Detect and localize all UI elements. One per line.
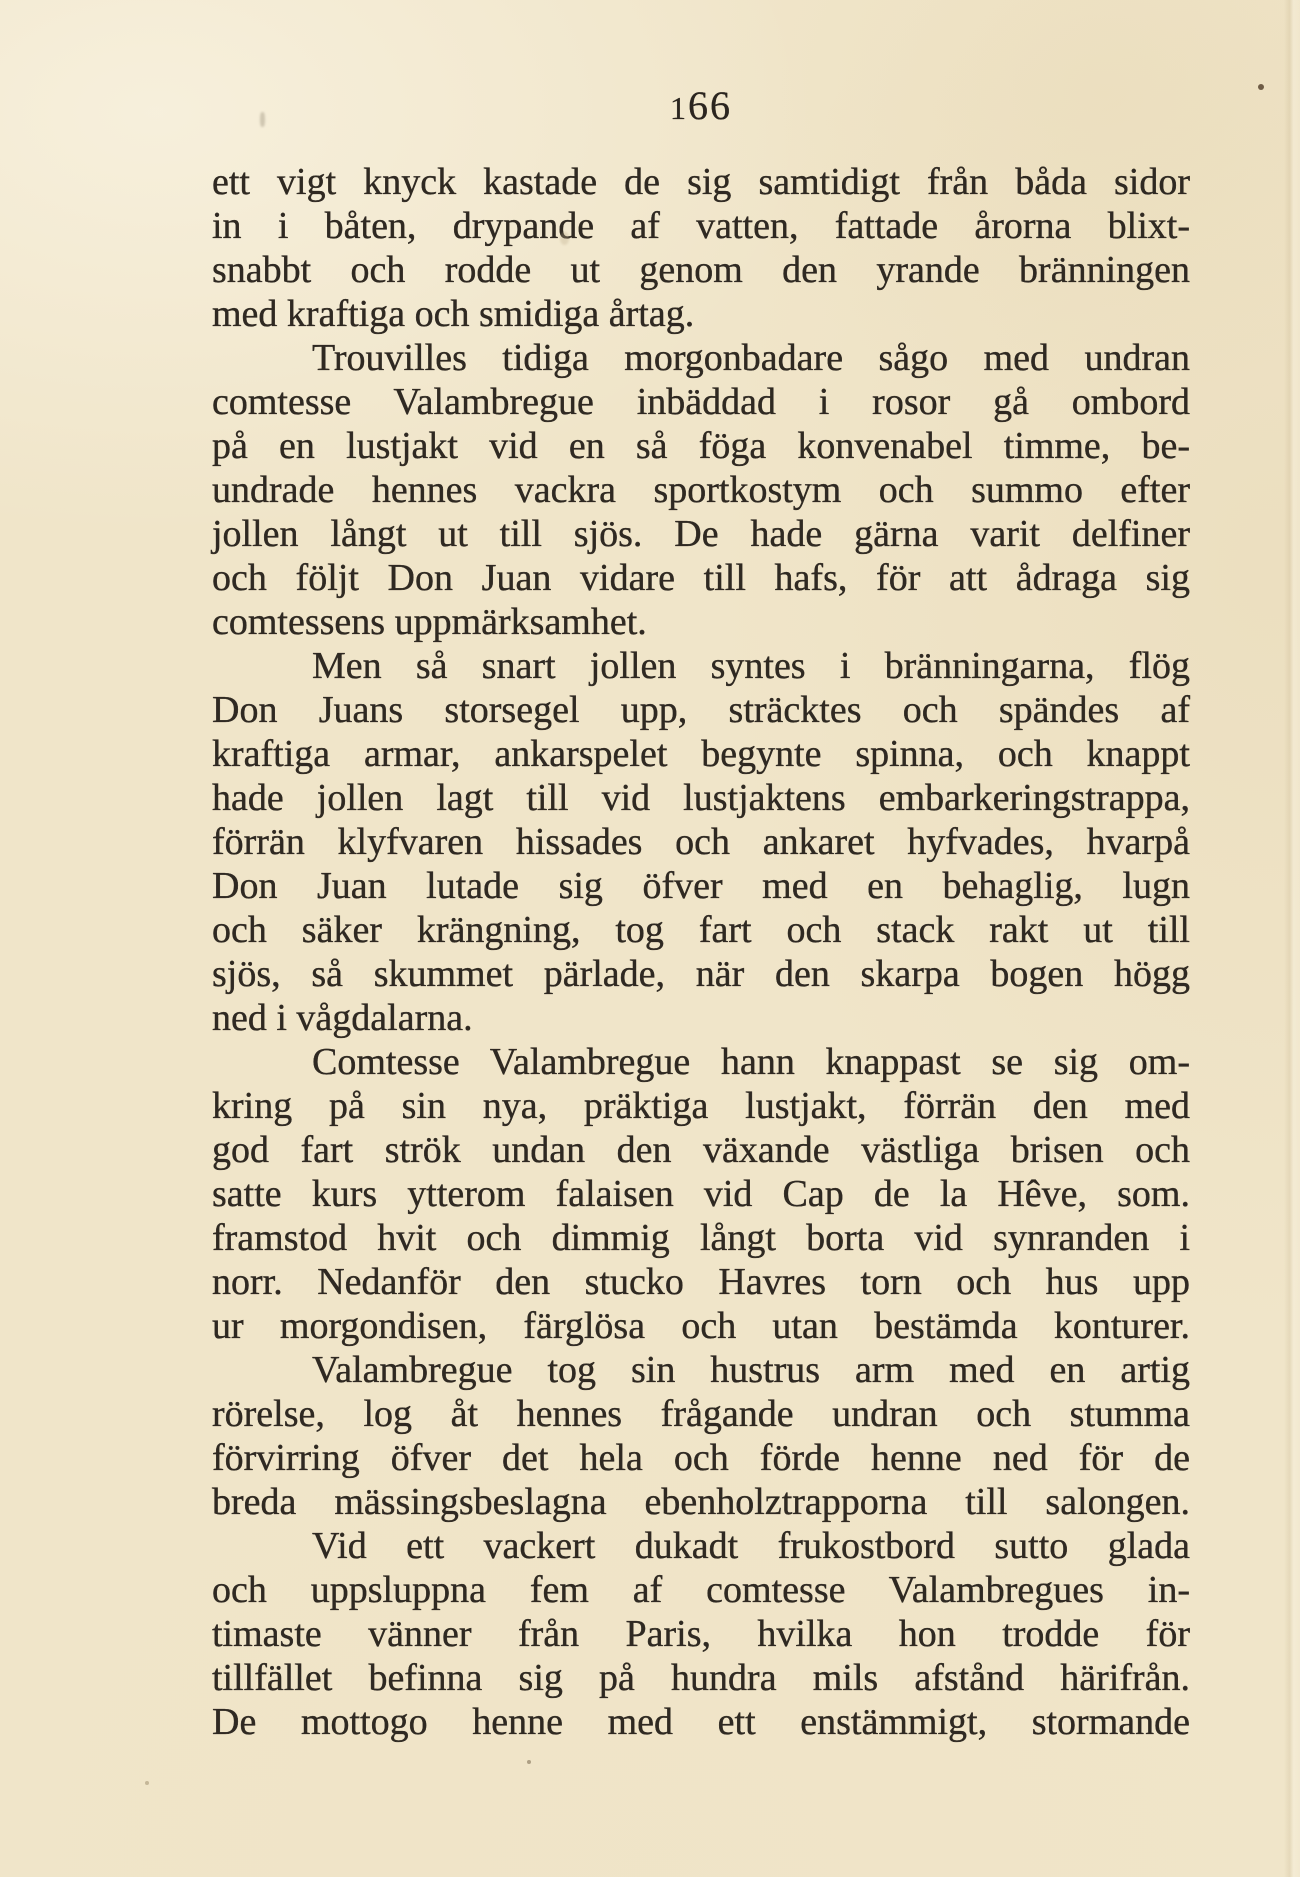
text-line: Men så snart jollen syntes i bränningarna, flög [312,645,1190,687]
text-line: hade jollen lagt till vid lustjaktens embarkeringstrappa, [212,777,1190,819]
text-line: och uppsluppna fem af comtesse Valambregues in- [212,1569,1190,1611]
text-line: Don Juan lutade sig öfver med en behaglig, lugn [212,865,1190,907]
text-line: framstod hvit och dimmig långt borta vid synranden i [212,1217,1190,1259]
text-line: timaste vänner från Paris, hvilka hon trodde för [212,1613,1190,1655]
text-line: Comtesse Valambregue hann knappast se sig om- [312,1041,1190,1083]
text-line: norr. Nedanför den stucko Havres torn och hus upp [212,1261,1190,1303]
page-edge-shadow [1284,0,1300,1877]
text-line: förvirring öfver det hela och förde henne ned för de [212,1437,1190,1479]
text-line: och säker krängning, tog fart och stack rakt ut till [212,909,1190,951]
text-line: De mottogo henne med ett enstämmigt, stormande [212,1701,1190,1743]
paper-speck [1258,84,1264,90]
text-line: ned i vågdalarna. [212,997,473,1039]
text-line: och följt Don Juan vidare till hafs, för att ådraga sig [212,557,1190,599]
text-line: ett vigt knyck kastade de sig samtidigt från båda sidor [212,161,1190,203]
text-line: rörelse, log åt hennes frågande undran och stumma [212,1393,1190,1435]
text-line: med kraftiga och smidiga årtag. [212,293,695,335]
text-line: på en lustjakt vid en så föga konvenabel timme, be- [212,425,1190,467]
page-number: 166 [670,83,732,128]
paper-speck [145,1781,149,1785]
text-line: undrade hennes vackra sportkostym och summo efter [212,469,1190,511]
text-line: Valambregue tog sin hustrus arm med en artig [312,1349,1190,1391]
text-line: comtesse Valambregue inbäddad i rosor gå ombord [212,381,1190,423]
text-line: kring på sin nya, präktiga lustjakt, förrän den med [212,1085,1190,1127]
text-line: ur morgondisen, färglösa och utan bestämda konturer. [212,1305,1190,1347]
paper-smudge [260,112,265,127]
text-line: Vid ett vackert dukadt frukostbord sutto glada [312,1525,1190,1567]
text-line: Trouvilles tidiga morgonbadare sågo med undran [312,337,1190,379]
text-line: jollen långt ut till sjös. De hade gärna varit delfiner [212,513,1190,555]
text-line: Don Juans storsegel upp, sträcktes och spändes af [212,689,1190,731]
text-line: god fart strök undan den växande västliga brisen och [212,1129,1190,1171]
body-text [212,160,1190,1744]
text-line: kraftiga armar, ankarspelet begynte spinna, och knappt [212,733,1190,775]
text-line: snabbt och rodde ut genom den yrande bränningen [212,249,1190,291]
text-line: sjös, så skummet pärlade, när den skarpa bogen högg [212,953,1190,995]
text-line: tillfället befinna sig på hundra mils afstånd härifrån. [212,1657,1190,1699]
paper-smudge [560,232,569,245]
text-line: breda mässingsbeslagna ebenholztrapporna till salongen. [212,1481,1190,1523]
text-line: satte kurs ytterom falaisen vid Cap de la Hêve, som. [212,1173,1190,1215]
text-line: in i båten, drypande af vatten, fattade årorna blixt- [212,205,1190,247]
paper-speck [527,1760,531,1764]
text-line: förrän klyfvaren hissades och ankaret hyfvades, hvarpå [212,821,1190,863]
text-line: comtessens uppmärksamhet. [212,601,647,643]
